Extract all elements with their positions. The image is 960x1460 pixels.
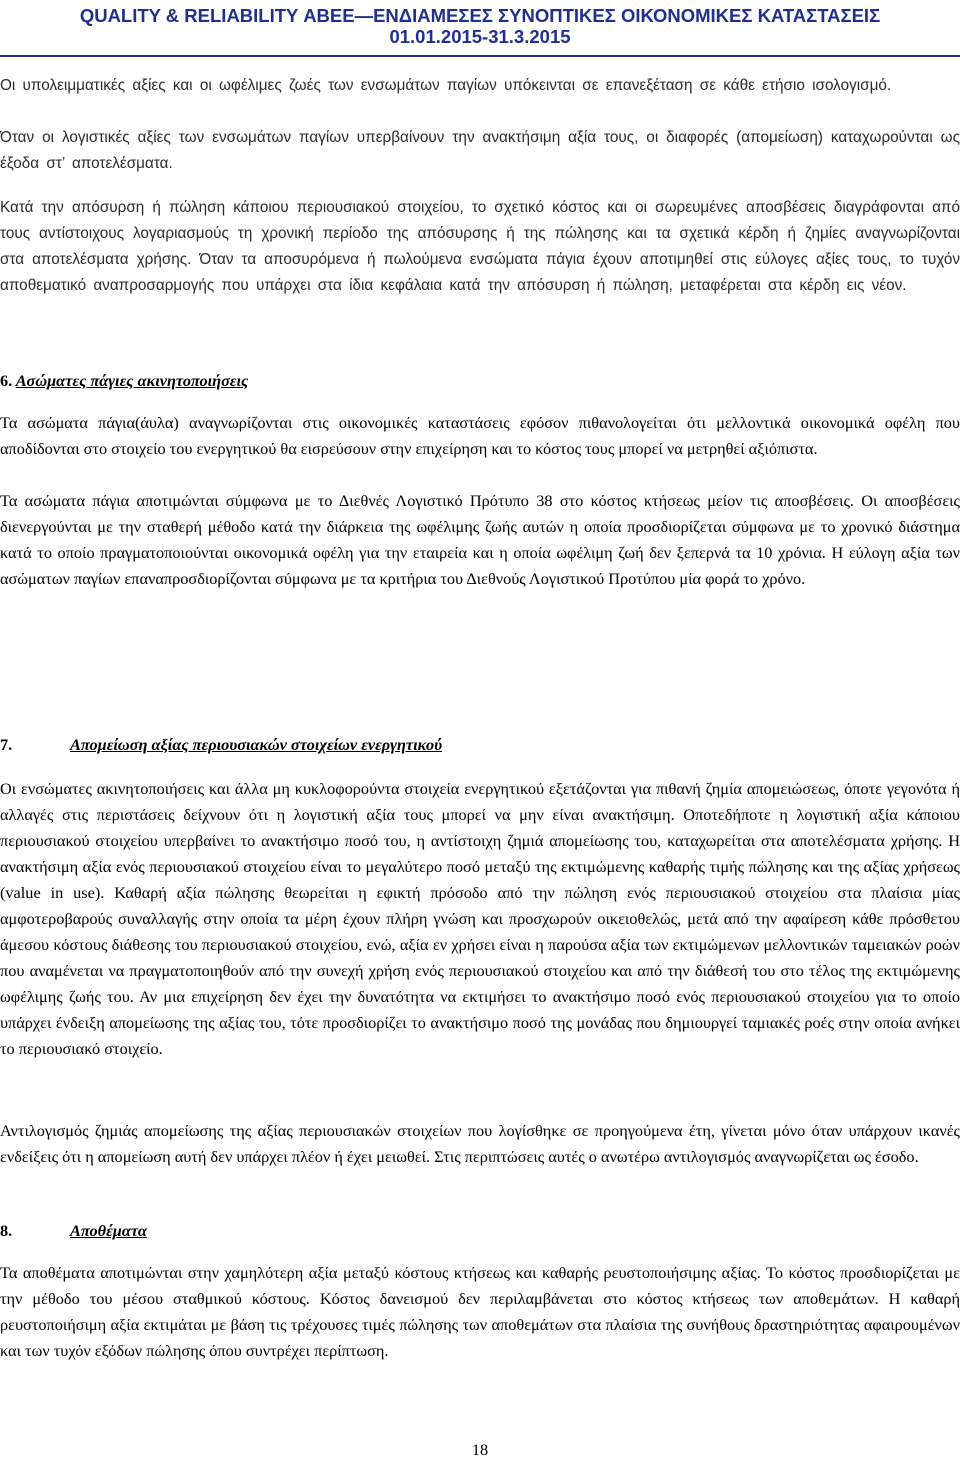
section-number: 8. — [0, 1221, 13, 1240]
section-6-paragraph-recognition: Τα ασώματα πάγια(άυλα) αναγνωρίζονται στις οικονομικές καταστάσεις εφόσον πιθανολογείται ότι μελλοντικά οικονομικά οφέλη που αποδίδονται στο στοιχείο του ενεργητικού θα εισρεύσουν στην επιχείρηση και το κόστος τους μπορεί να μετρηθεί αξιόπιστα. — [0, 413, 960, 458]
section-6-heading — [0, 368, 248, 394]
section-6-paragraph-amortization: Τα ασώματα πάγια αποτιμώνται σύμφωνα με το Διεθνές Λογιστικό Πρότυπο 38 στο κόστος κτήσεως μείον τις αποσβέσεις. Οι αποσβέσεις διενεργούνται με την σταθερή μέθοδο κατά την διάρκεια της ωφέλιμης ζωής αυτών η οποία προσδιορίζεται σύμφωνα με το χρονικό διάστημα κατά το οποίο πραγματοποιούνται οικονομικά οφέλη για την εταιρεία και η οποία ωφέλιμη ζωή δεν ξεπερνά τα 10 χρόνια. Η εύλογη αξία των ασώματων παγίων επαναπροσδιορίζονται σύμφωνα με τα κριτήρια του Διεθνούς Λογιστικού Προτύπου μία φορά το χρόνο. — [0, 491, 960, 588]
section-number: 7. — [0, 735, 13, 754]
section-title: Αποθέματα — [70, 1221, 147, 1240]
section-number: 6. — [0, 371, 13, 390]
intro-paragraph-residual-values: Οι υπολειμματικές αξίες και οι ωφέλιμες ζωές των ενσωμάτων παγίων υπόκεινται σε επανεξέταση σε κάθε ετήσιο ισολογισμό. — [0, 77, 892, 94]
section-title: Ασώματες πάγιες ακινητοποιήσεις — [15, 371, 249, 390]
section-7-heading — [0, 732, 442, 758]
section-8-heading — [0, 1218, 147, 1244]
section-7-paragraph-reversal: Αντιλογισμός ζημιάς απομείωσης της αξίας περιουσιακών στοιχείων που λογίσθηκε σε προηγούμενα έτη, γίνεται μόνο όταν υπάρχουν ικανές ενδείξεις ότι η απομείωση αυτή δεν υπάρχει πλέον ή έχει μειωθεί. Στις περιπτώσεις αυτές ο ανωτέρω αντιλογισμός αναγνωρίζεται ως έσοδο. — [0, 1121, 960, 1166]
section-8-paragraph-inventories: Τα αποθέματα αποτιμώνται στην χαμηλότερη αξία μεταξύ κόστους κτήσεως και καθαρής ρευστοποιήσιμης αξίας. Το κόστος προσδιορίζεται με την μέθοδο του μέσου σταθμικού κόστους. Κόστος δανεισμού δεν περιλαμβάνεται στο κόστος κτήσεως των αποθεμάτων. Η καθαρή ρευστοποιήσιμη αξία εκτιμάται με βάση τις τρέχουσες τιμές πώλησης των αποθεμάτων στα πλαίσια της συνήθους δραστηριότητας αφαιρουμένων και των τυχόν εξόδων πώλησης όπου συντρέχει περίπτωση. — [0, 1263, 960, 1360]
section-7-paragraph-impairment-test: Οι ενσώματες ακινητοποιήσεις και άλλα μη κυκλοφορούντα στοιχεία ενεργητικού εξετάζονται για πιθανή ζημία απομειώσεως, όποτε γεγονότα ή αλλαγές στις περιστάσεις δείχνουν ότι η λογιστική αξία τους μπορεί να μην είναι ανακτήσιμη. Οποτεδήποτε η λογιστική αξία κάποιου περιουσιακού στοιχείου υπερβαίνει το ανακτήσιμο ποσό του, η αντίστοιχη ζημιά απομείωσης του, καταχωρείται στα αποτελέσματα χρήσης. Η ανακτήσιμη αξία ενός περιουσιακού στοιχείου είναι το μεγαλύτερο ποσό μεταξύ της εκτιμώμενης καθαρής τιμής πώλησης και της αξίας χρήσεως (value in use). Καθαρή αξία πώλησης θεωρείται η εφικτή πρόσοδο από την πώληση ενός περιουσιακού στοιχείου στα πλαίσια μίας αμφοτεροβαρούς συναλλαγής στην οποία τα μέρη έχουν πλήρη γνώση και προσχωρούν οικειοθελώς, μετά από την αφαίρεση κάθε πρόσθετου άμεσου κόστους διάθεσης του περιουσιακού στοιχείου, ενώ, αξία εν χρήσει είναι η παρούσα αξία των εκτιμώμενων μελλοντικών ταμειακών ροών που αναμένεται να πραγματοποιηθούν από την συνεχή χρήση ενός περιουσιακού στοιχείου και από την διάθεσή του στο τέλος της εκτιμώμενης ωφέλιμης ζωής του. Αν μια επιχείρηση δεν έχει την δυνατότητα να εκτιμήσει το ανακτήσιμο ποσό ενός περιουσιακού στοιχείου για το οποίο υπάρχει ένδειξη απομείωσης της αξίας του, τότε προσδιορίζει το ανακτήσιμο ποσό της μονάδας που δημιουργεί ταμιακές ροές στην οποία ανήκει το περιουσιακό στοιχείο. — [0, 779, 960, 1058]
header-divider — [0, 55, 960, 57]
header-title: QUALITY & RELIABILITY ΑΒΕΕ—ΕΝΔΙΑΜΕΣΕΣ ΣΥΝΟΠΤΙΚΕΣ ΟΙΚΟΝΟΜΙΚΕΣ ΚΑΤΑΣΤΑΣΕΙΣ — [79, 5, 881, 26]
section-title: Απομείωση αξίας περιουσιακών στοιχείων ενεργητικού — [70, 735, 443, 754]
intro-paragraph-disposal: Κατά την απόσυρση ή πώληση κάποιου περιουσιακού στοιχείου, το σχετικό κόστος και οι σωρευμένες αποσβέσεις διαγράφονται από τους αντίστοιχους λογαριασμούς τη χρονική περίοδο της απόσυρσης ή της πώλησης και τα σχετικά κέρδη ή ζημίες αναγνωρίζονται στα αποτελέσματα χρήσης. Όταν τα αποσυρόμενα ή πωλούμενα ενσώματα πάγια έχουν αποτιμηθεί στις εύλογες αξίες τους, το τυχόν αποθεματικό αναπροσαρμογής που υπάρχει στα ίδια κεφάλαια κατά την απόσυρση ή πώληση, μεταφέρεται στα κέρδη εις νέον. — [0, 199, 960, 294]
header-period: 01.01.2015-31.3.2015 — [389, 26, 571, 47]
page-number: 18 — [471, 1440, 489, 1459]
intro-paragraph-impairment: Όταν οι λογιστικές αξίες των ενσωμάτων παγίων υπερβαίνουν την ανακτήσιμη αξία τους, οι διαφορές (απομείωση) καταχωρούνται ως έξοδα στ’ αποτελέσματα. — [0, 129, 960, 172]
